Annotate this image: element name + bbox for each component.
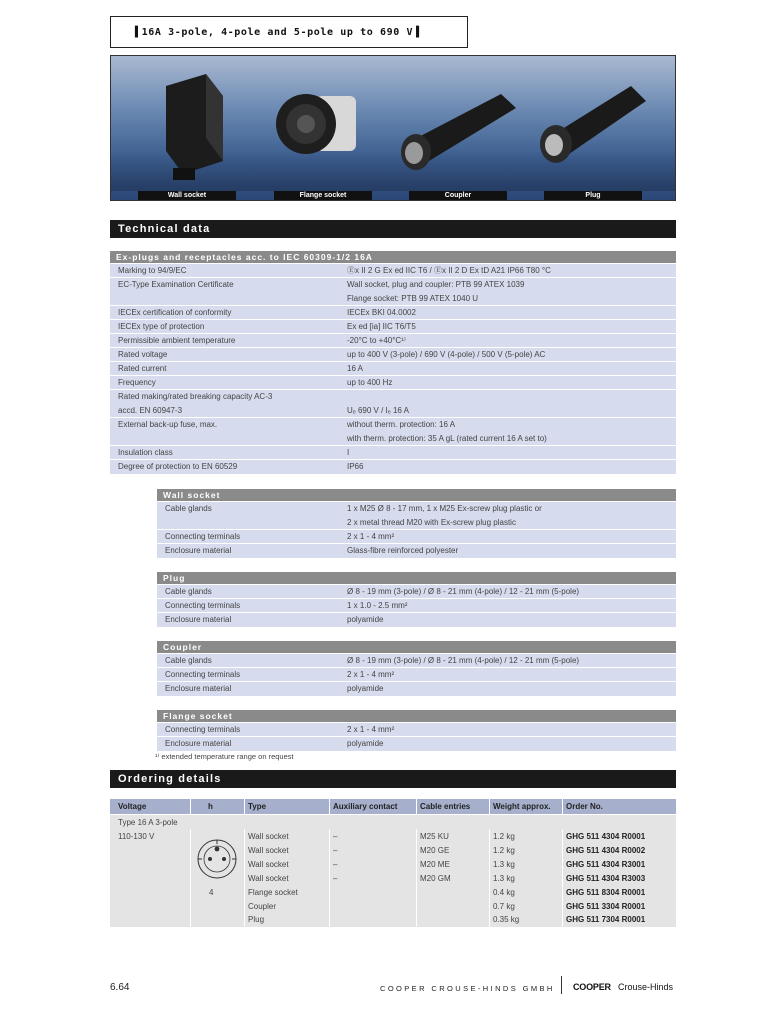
row-label: Enclosure material bbox=[165, 546, 232, 555]
product-photo bbox=[110, 55, 676, 201]
row-label: Connecting terminals bbox=[165, 670, 241, 679]
h-value: 4 bbox=[209, 888, 214, 897]
order-weight: 0.7 kg bbox=[493, 902, 515, 911]
order-type: Wall socket bbox=[248, 860, 289, 869]
row-value: up to 400 V (3-pole) / 690 V (4-pole) / 500 V (5-pole) AC bbox=[347, 350, 546, 359]
order-weight: 0.4 kg bbox=[493, 888, 515, 897]
order-aux: – bbox=[333, 846, 338, 855]
footer-brand: COOPER CROUSE-HINDS GMBH bbox=[380, 984, 555, 993]
row-label: Degree of protection to EN 60529 bbox=[118, 462, 238, 471]
order-aux: – bbox=[333, 832, 338, 841]
photo-label-flange-socket: Flange socket bbox=[274, 191, 372, 201]
ex-section-heading: Ex-plugs and receptacles acc. to IEC 60309-1/2 16A bbox=[110, 251, 676, 263]
ordering-table-body bbox=[110, 815, 676, 927]
row-value: IP66 bbox=[347, 462, 364, 471]
row-label: Cable glands bbox=[165, 504, 212, 513]
table-row bbox=[110, 319, 676, 333]
table-row bbox=[110, 263, 676, 277]
row-label: Cable glands bbox=[165, 587, 212, 596]
row-label: Rated current bbox=[118, 364, 167, 373]
row-value: 1 x M25 Ø 8 - 17 mm, 1 x M25 Ex-screw plug plastic or bbox=[347, 504, 542, 513]
header-type: Type bbox=[248, 802, 267, 811]
row-label: Insulation class bbox=[118, 448, 173, 457]
row-label: External back-up fuse, max. bbox=[118, 420, 218, 429]
table-row bbox=[157, 612, 676, 627]
row-value: with therm. protection: 35 A gL (rated current 16 A set to) bbox=[347, 434, 547, 443]
table-row bbox=[110, 277, 676, 305]
crouse-hinds-logo: Crouse-Hinds bbox=[618, 982, 674, 992]
cooper-logo: COOPER bbox=[573, 982, 611, 992]
table-row bbox=[157, 529, 676, 543]
row-value: Ø 8 - 19 mm (3-pole) / Ø 8 - 21 mm (4-pole) / 12 - 21 mm (5-pole) bbox=[347, 656, 580, 665]
row-value: Flange socket: PTB 99 ATEX 1040 U bbox=[347, 294, 479, 303]
footnote: ¹⁾ extended temperature range on request bbox=[155, 752, 294, 761]
row-value: Uₑ 690 V / Iₑ 16 A bbox=[347, 406, 409, 415]
table-row bbox=[157, 584, 676, 598]
row-label: Rated voltage bbox=[118, 350, 168, 359]
order-number: GHG 511 8304 R0001 bbox=[566, 888, 646, 897]
technical-data-title: Technical data bbox=[110, 220, 676, 238]
order-weight: 1.2 kg bbox=[493, 846, 515, 855]
page-number: 6.64 bbox=[110, 982, 130, 993]
table-row bbox=[157, 667, 676, 681]
header-cable-entries: Cable entries bbox=[420, 802, 471, 811]
row-value: 2 x 1 - 4 mm² bbox=[347, 670, 395, 679]
row-value: polyamide bbox=[347, 739, 384, 748]
order-type: Wall socket bbox=[248, 874, 289, 883]
row-label: IECEx type of protection bbox=[118, 322, 205, 331]
table-row bbox=[157, 681, 676, 696]
row-label: Frequency bbox=[118, 378, 156, 387]
header-weight: Weight approx. bbox=[493, 802, 551, 811]
row-value: I bbox=[347, 448, 350, 457]
table-row bbox=[110, 445, 676, 459]
table-row bbox=[157, 501, 676, 529]
product-illustrations bbox=[111, 56, 676, 201]
row-label: Enclosure material bbox=[165, 739, 232, 748]
table-row bbox=[110, 347, 676, 361]
row-label: EC-Type Examination Certificate bbox=[118, 280, 234, 289]
row-value: polyamide bbox=[347, 615, 384, 624]
row-value: Ø 8 - 19 mm (3-pole) / Ø 8 - 21 mm (4-pole) / 12 - 21 mm (5-pole) bbox=[347, 587, 580, 596]
order-cable: M25 KU bbox=[420, 832, 449, 841]
row-value: 2 x 1 - 4 mm² bbox=[347, 532, 395, 541]
row-value: 1 x 1.0 - 2.5 mm² bbox=[347, 601, 408, 610]
row-value: Ⓔx II 2 G Ex ed IIC T6 / Ⓔx II 2 D Ex tD A21 IP66 T80 °C bbox=[347, 266, 551, 275]
header-order-no: Order No. bbox=[566, 802, 603, 811]
table-row bbox=[110, 361, 676, 375]
table-row bbox=[110, 333, 676, 347]
row-value: 16 A bbox=[347, 364, 364, 373]
order-cable: M20 GE bbox=[420, 846, 450, 855]
flange-socket-heading: Flange socket bbox=[157, 710, 676, 722]
table-row bbox=[157, 736, 676, 751]
order-weight: 1.3 kg bbox=[493, 860, 515, 869]
order-aux: – bbox=[333, 874, 338, 883]
order-cable: M20 ME bbox=[420, 860, 450, 869]
photo-label-coupler: Coupler bbox=[409, 191, 507, 201]
order-number: GHG 511 4304 R0002 bbox=[566, 846, 646, 855]
order-number: GHG 511 4304 R0001 bbox=[566, 832, 646, 841]
footer-divider bbox=[561, 976, 562, 994]
table-row bbox=[157, 598, 676, 612]
row-label: Connecting terminals bbox=[165, 725, 241, 734]
row-value: IECEx BKI 04.0002 bbox=[347, 308, 416, 317]
order-type: Plug bbox=[248, 915, 265, 924]
socket-pole-diagram-icon bbox=[195, 837, 239, 881]
order-type: Flange socket bbox=[248, 888, 298, 897]
table-row bbox=[157, 653, 676, 667]
row-label: Connecting terminals bbox=[165, 601, 241, 610]
coupler-illustration bbox=[401, 94, 516, 170]
coupler-heading: Coupler bbox=[157, 641, 676, 653]
table-row bbox=[110, 375, 676, 389]
row-label: Marking to 94/9/EC bbox=[118, 266, 187, 275]
row-label: Permissible ambient temperature bbox=[118, 336, 236, 345]
order-type: Wall socket bbox=[248, 832, 289, 841]
order-weight: 0.35 kg bbox=[493, 915, 520, 924]
table-row bbox=[110, 305, 676, 319]
order-number: GHG 511 3304 R0001 bbox=[566, 902, 646, 911]
row-label: Enclosure material bbox=[165, 615, 232, 624]
wall-socket-illustration bbox=[166, 74, 223, 180]
row-value: 2 x 1 - 4 mm² bbox=[347, 725, 395, 734]
row-value: Glass-fibre reinforced polyester bbox=[347, 546, 459, 555]
order-type: Wall socket bbox=[248, 846, 289, 855]
wall-socket-heading: Wall socket bbox=[157, 489, 676, 501]
page-title: ▌16A 3-pole, 4-pole and 5-pole up to 690 V▐ bbox=[135, 26, 420, 38]
flange-socket-illustration bbox=[276, 94, 356, 154]
page-title-box bbox=[110, 16, 468, 48]
row-label: Enclosure material bbox=[165, 684, 232, 693]
plug-illustration bbox=[540, 86, 646, 163]
ordering-group-label: Type 16 A 3-pole bbox=[118, 818, 178, 827]
voltage-value: 110-130 V bbox=[118, 832, 155, 841]
header-h: h bbox=[208, 802, 213, 811]
order-number: GHG 511 7304 R0001 bbox=[566, 915, 646, 924]
photo-label-plug: Plug bbox=[544, 191, 642, 201]
ordering-details-title: Ordering details bbox=[110, 770, 676, 788]
table-row bbox=[110, 417, 676, 445]
row-value: up to 400 Hz bbox=[347, 378, 393, 387]
row-value: polyamide bbox=[347, 684, 384, 693]
order-cable: M20 GM bbox=[420, 874, 451, 883]
header-auxiliary-contact: Auxiliary contact bbox=[333, 802, 398, 811]
row-label: Cable glands bbox=[165, 656, 212, 665]
order-number: GHG 511 4304 R3001 bbox=[566, 860, 646, 869]
row-label: IECEx certification of conformity bbox=[118, 308, 232, 317]
row-value: Ex ed [ia] IIC T6/T5 bbox=[347, 322, 416, 331]
row-value: -20°C to +40°C¹⁾ bbox=[347, 336, 406, 345]
row-label: Rated making/rated breaking capacity AC-3 bbox=[118, 392, 273, 401]
order-type: Coupler bbox=[248, 902, 277, 911]
row-label: accd. EN 60947-3 bbox=[118, 406, 183, 415]
table-row bbox=[110, 459, 676, 474]
table-row bbox=[110, 389, 676, 417]
order-number: GHG 511 4304 R3003 bbox=[566, 874, 646, 883]
photo-label-wall-socket: Wall socket bbox=[138, 191, 236, 201]
table-row bbox=[157, 543, 676, 558]
order-aux: – bbox=[333, 860, 338, 869]
row-value: Wall socket, plug and coupler: PTB 99 ATEX 1039 bbox=[347, 280, 525, 289]
header-voltage: Voltage bbox=[118, 802, 147, 811]
order-weight: 1.3 kg bbox=[493, 874, 515, 883]
row-label: Connecting terminals bbox=[165, 532, 241, 541]
row-value: 2 x metal thread M20 with Ex-screw plug plastic bbox=[347, 518, 516, 527]
table-row bbox=[157, 722, 676, 736]
plug-heading: Plug bbox=[157, 572, 676, 584]
order-weight: 1.2 kg bbox=[493, 832, 515, 841]
ordering-table-header bbox=[110, 799, 676, 814]
row-value: without therm. protection: 16 A bbox=[347, 420, 456, 429]
